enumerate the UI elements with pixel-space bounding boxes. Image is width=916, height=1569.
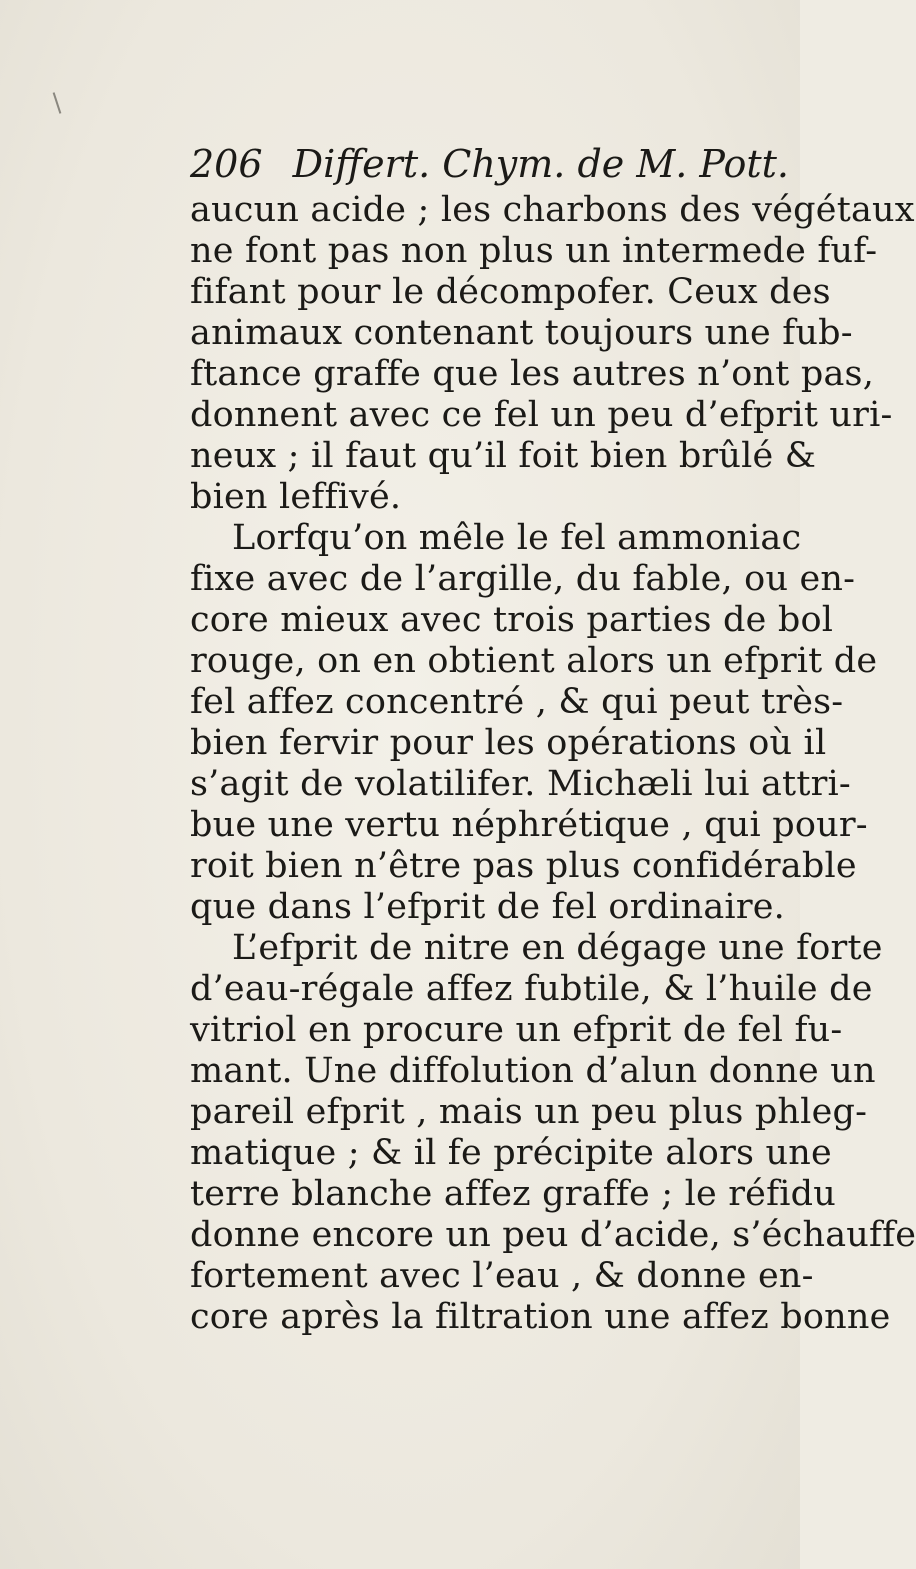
text-line: que dans l’efprit de fel ordinaire. <box>190 887 785 927</box>
text-line: L’efprit de nitre en dégage une forte <box>232 928 883 968</box>
text-line: matique ; & il fe précipite alors une <box>190 1133 832 1173</box>
text-line: core mieux avec trois parties de bol <box>190 600 834 640</box>
text-line: mant. Une diffolution d’alun donne un <box>190 1051 876 1091</box>
margin-mark <box>53 92 62 114</box>
text-line: pareil efprit , mais un peu plus phleg- <box>190 1092 868 1132</box>
text-line: bien leffivé. <box>190 477 402 517</box>
text-line: bue une vertu néphrétique , qui pour- <box>190 805 868 845</box>
body-text <box>190 190 916 1338</box>
text-line: donnent avec ce fel un peu d’efprit uri- <box>190 395 893 435</box>
running-head <box>190 140 790 188</box>
text-line: fortement avec l’eau , & donne en- <box>190 1256 814 1296</box>
text-line: ne font pas non plus un intermede fuf- <box>190 231 878 271</box>
text-line: s’agit de volatilifer. Michæli lui attri- <box>190 764 851 804</box>
text-line: core après la filtration une affez bonne <box>190 1297 891 1337</box>
text-line: rouge, on en obtient alors un efprit de <box>190 641 878 681</box>
text-line: roit bien n’être pas plus confidérable <box>190 846 857 886</box>
text-line: aucun acide ; les charbons des végétaux <box>190 190 915 230</box>
page-number: 206 <box>190 142 263 186</box>
text-line: neux ; il faut qu’il foit bien brûlé & <box>190 436 817 476</box>
text-line: vitriol en procure un efprit de fel fu- <box>190 1010 843 1050</box>
text-line: terre blanche affez graffe ; le réfidu <box>190 1174 836 1214</box>
running-title: Differt. Chym. de M. Pott. <box>292 142 789 186</box>
text-line: fixe avec de l’argille, du fable, ou en- <box>190 559 856 599</box>
text-line: Lorfqu’on mêle le fel ammoniac <box>232 518 802 558</box>
text-line: donne encore un peu d’acide, s’échauffe <box>190 1215 916 1255</box>
text-line: animaux contenant toujours une fub- <box>190 313 853 353</box>
text-line: fifant pour le décompofer. Ceux des <box>190 272 831 312</box>
text-line: bien fervir pour les opérations où il <box>190 723 827 763</box>
text-line: ftance graffe que les autres n’ont pas, <box>190 354 875 394</box>
text-line: d’eau-régale affez fubtile, & l’huile de <box>190 969 873 1009</box>
text-line: fel affez concentré , & qui peut très- <box>190 682 844 722</box>
